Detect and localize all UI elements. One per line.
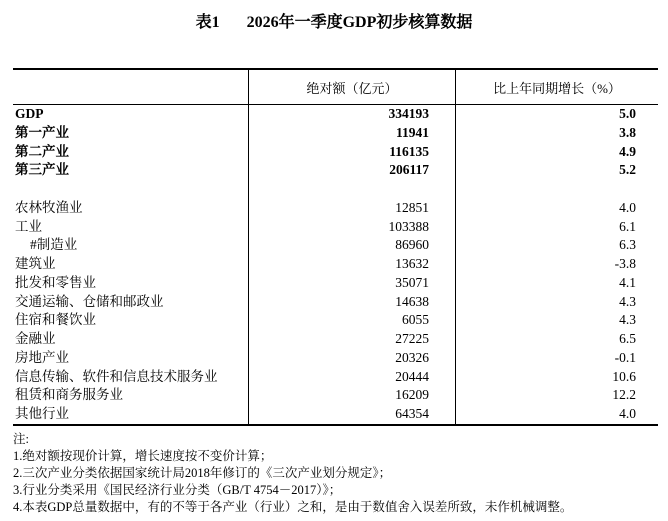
row-amount: 14638 <box>248 293 455 312</box>
row-amount: 20326 <box>248 349 455 368</box>
row-label: 金融业 <box>15 331 56 346</box>
row-growth: 6.5 <box>455 330 658 349</box>
gdp-table <box>13 68 658 426</box>
table-row-secondary-industry <box>13 143 658 162</box>
table-row-construction <box>13 255 658 274</box>
notes-label: 注: <box>13 432 29 446</box>
row-label: 第一产业 <box>15 124 69 140</box>
row-growth: -3.8 <box>455 255 658 274</box>
row-amount: 334193 <box>248 105 455 124</box>
table-row-information-technology <box>13 368 658 387</box>
row-label: 建筑业 <box>15 256 56 271</box>
row-label: 住宿和餐饮业 <box>15 312 96 328</box>
row-growth: -0.1 <box>455 349 658 368</box>
table-row-industry <box>13 218 658 237</box>
spacer-cell <box>455 180 658 199</box>
row-growth: 12.2 <box>455 386 658 405</box>
row-label: 信息传输、软件和信息技术服务业 <box>15 368 218 384</box>
row-growth: 4.0 <box>455 405 658 424</box>
note-3: 3.行业分类采用《国民经济行业分类（GB/T 4754－2017）》； <box>13 483 342 497</box>
header-yoy-growth: 比上年同期增长（%） <box>455 70 658 104</box>
row-amount: 12851 <box>248 199 455 218</box>
row-growth: 3.8 <box>455 124 658 143</box>
table-row-finance <box>13 330 658 349</box>
row-amount: 27225 <box>248 330 455 349</box>
row-growth: 6.1 <box>455 218 658 237</box>
table-row-primary-industry <box>13 124 658 143</box>
table-row-real-estate <box>13 349 658 368</box>
row-label: #制造业 <box>30 237 78 253</box>
table-row-tertiary-industry <box>13 161 658 180</box>
row-amount: 6055 <box>248 311 455 330</box>
spacer-cell <box>13 180 248 199</box>
table-row-other-industries <box>13 405 658 424</box>
table-header-row <box>13 68 658 105</box>
table-title-text: 2026年一季度GDP初步核算数据 <box>246 14 473 31</box>
table-row-hotel-catering <box>13 311 658 330</box>
row-label: 第三产业 <box>15 162 69 178</box>
row-label: 租赁和商务服务业 <box>15 387 123 403</box>
row-growth: 4.3 <box>455 293 658 312</box>
row-label: 房地产业 <box>15 349 69 365</box>
row-amount: 20444 <box>248 368 455 387</box>
row-amount: 64354 <box>248 405 455 424</box>
row-label: 批发和零售业 <box>15 274 96 290</box>
table-row-agriculture <box>13 199 658 218</box>
row-amount: 86960 <box>248 236 455 255</box>
table-row-gdp <box>13 105 658 124</box>
table-row-manufacturing <box>13 236 658 255</box>
header-category <box>13 70 248 104</box>
note-1: 1.绝对额按现价计算，增长速度按不变价计算； <box>13 449 273 463</box>
row-label: 其他行业 <box>15 406 69 421</box>
row-amount: 11941 <box>248 124 455 143</box>
note-4: 4.本表GDP总量数据中，有的不等于各产业（行业）之和，是由于数值舍入误差所致，未作机械调整。 <box>13 500 573 514</box>
row-amount: 16209 <box>248 386 455 405</box>
header-absolute-amount: 绝对额（亿元） <box>248 70 455 104</box>
table-number: 表1 <box>195 14 220 31</box>
row-amount: 103388 <box>248 218 455 237</box>
row-growth: 4.9 <box>455 143 658 162</box>
note-2: 2.三次产业分类依据国家统计局2018年修订的《三次产业划分规定》； <box>13 466 392 480</box>
row-growth: 6.3 <box>455 236 658 255</box>
row-growth: 10.6 <box>455 368 658 387</box>
row-label: 第二产业 <box>15 143 69 159</box>
table-row-leasing-business-services <box>13 386 658 405</box>
table-row-wholesale-retail <box>13 274 658 293</box>
row-growth: 5.0 <box>455 105 658 124</box>
row-label: 交通运输、仓储和邮政业 <box>15 293 164 309</box>
table-row-transport-storage-post <box>13 293 658 312</box>
row-amount: 116135 <box>248 143 455 162</box>
row-label: GDP <box>15 106 44 121</box>
row-amount: 13632 <box>248 255 455 274</box>
spacer-cell <box>248 180 455 199</box>
row-growth: 4.1 <box>455 274 658 293</box>
table-title <box>0 9 668 32</box>
footnotes <box>13 431 572 516</box>
row-amount: 35071 <box>248 274 455 293</box>
row-growth: 4.3 <box>455 311 658 330</box>
row-growth: 5.2 <box>455 161 658 180</box>
row-growth: 4.0 <box>455 199 658 218</box>
row-label: 农林牧渔业 <box>15 199 83 215</box>
row-label: 工业 <box>15 218 42 234</box>
row-amount: 206117 <box>248 161 455 180</box>
table-row-spacer <box>13 180 658 199</box>
table-body <box>13 105 658 426</box>
